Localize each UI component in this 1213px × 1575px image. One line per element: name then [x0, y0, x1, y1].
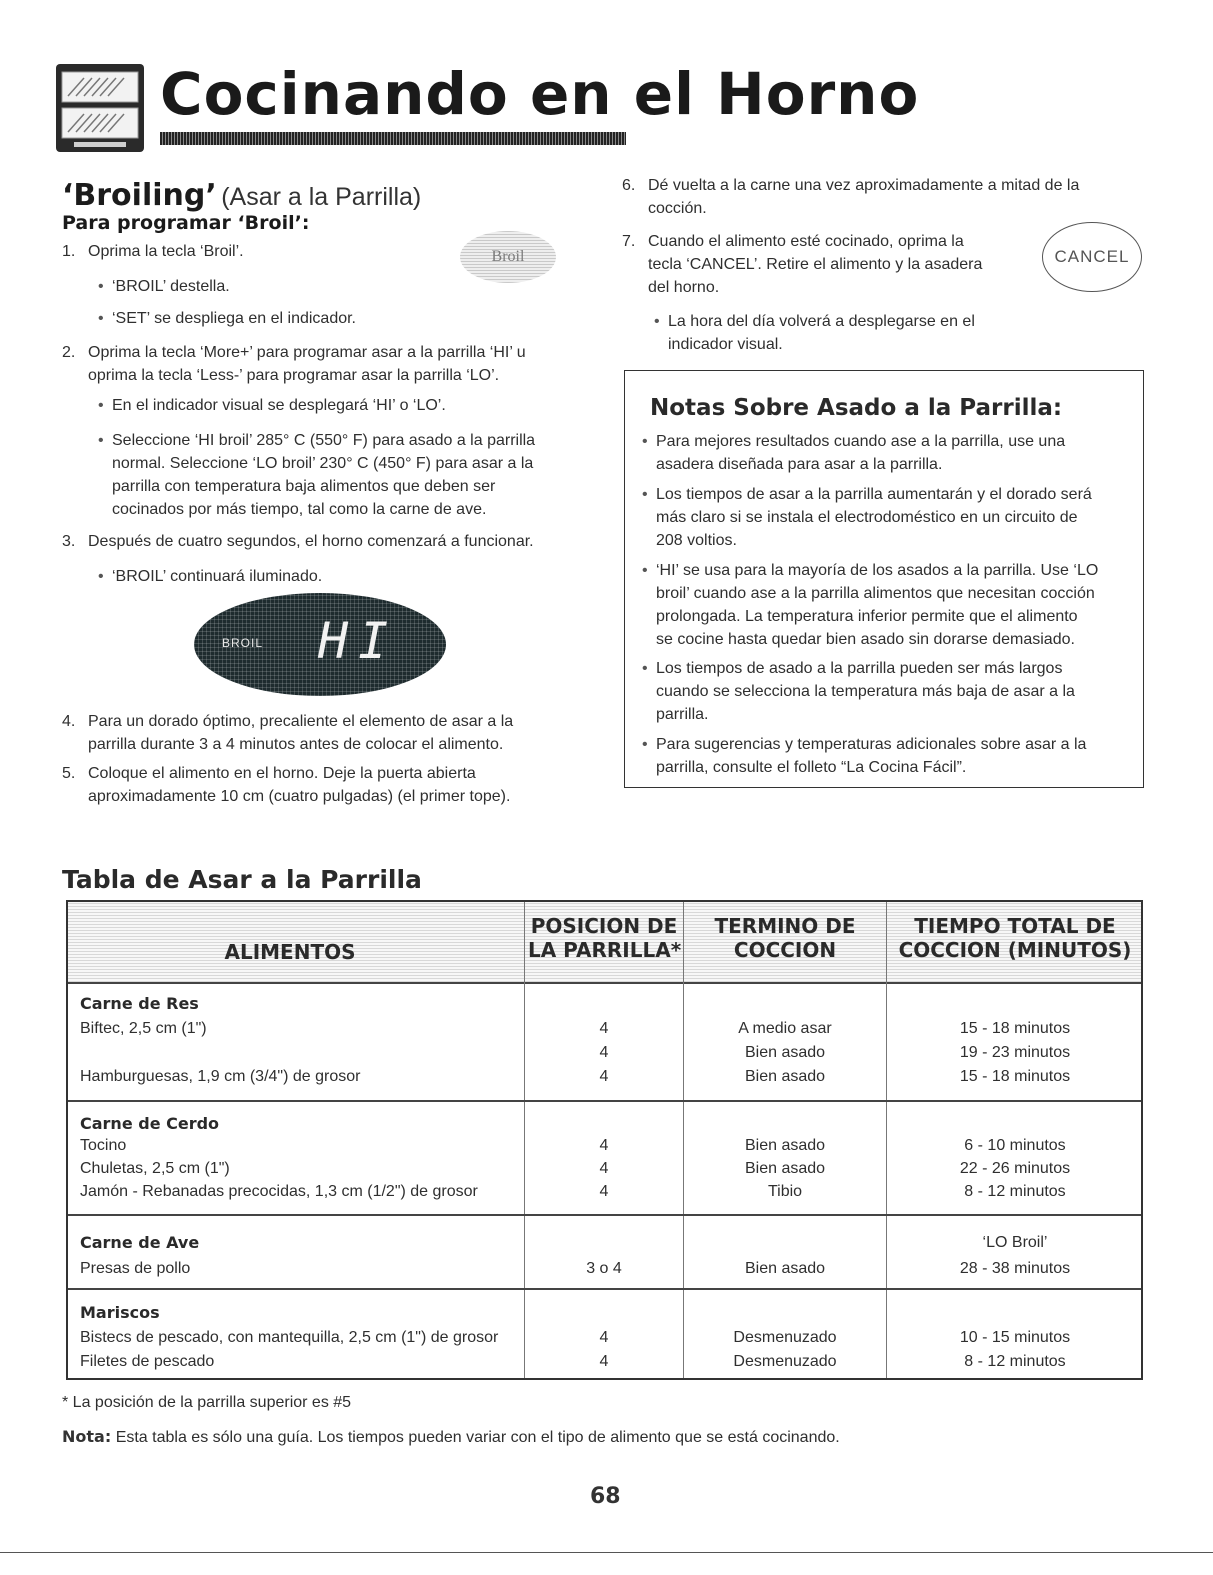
cell-food: Tocino: [80, 1137, 127, 1154]
note-line: se cocine hasta quedar bien asado sin dorarse demasiado.: [656, 631, 1075, 648]
cell-food: Jamón - Rebanadas precocidas, 1,3 cm (1/2") de grosor: [80, 1183, 478, 1200]
note-text: Esta tabla es sólo una guía. Los tiempos pueden variar con el tipo de alimento que se está cocinando.: [115, 1429, 840, 1446]
cell-time: 8 - 12 minutos: [964, 1183, 1066, 1200]
step-6: [622, 174, 1079, 220]
page-bottom-rule: [0, 1552, 1213, 1553]
table-note: [62, 1425, 840, 1449]
step-number: 5.: [62, 765, 76, 782]
step-7: [622, 230, 982, 299]
step-4: [62, 710, 513, 756]
step-text: Cuando el alimento esté cocinado, oprima la: [648, 233, 964, 250]
group-divider: [68, 1288, 1141, 1290]
bullet-item: • ‘BROIL’ continuará iluminado.: [112, 565, 322, 588]
header-line: LA PARRILLA*: [528, 938, 682, 962]
bullet-line: cocinados por más tiempo, tal como la carne de ave.: [112, 501, 487, 518]
step-number: 2.: [62, 344, 76, 361]
group-title: Carne de Res: [80, 994, 199, 1013]
page-title: Cocinando en el Horno: [160, 60, 920, 128]
cell-position: 4: [599, 1020, 609, 1037]
cell-position: 3 o 4: [586, 1260, 622, 1277]
note-item: [656, 430, 1065, 476]
note-line: parrilla, consulte el folleto “La Cocina Fácil”.: [656, 759, 967, 776]
header-line: TERMINO DE: [714, 914, 856, 938]
step-number: 1.: [62, 243, 76, 260]
step-text: del horno.: [648, 279, 720, 296]
cell-time: 22 - 26 minutos: [959, 1160, 1071, 1177]
note-line: asadera diseñada para asar a la parrilla.: [656, 456, 943, 473]
step-number: 4.: [62, 713, 76, 730]
cell-doneness: Desmenuzado: [733, 1329, 837, 1346]
bullet-item: [668, 310, 975, 356]
note-line: • Los tiempos de asado a la parrilla pueden ser más largos: [656, 660, 1063, 677]
cell-position: 4: [599, 1044, 609, 1061]
bullet-line: • La hora del día volverá a desplegarse en el: [668, 313, 975, 330]
note-line: broil’ cuando ase a la parrilla alimentos que necesitan cocción: [656, 585, 1095, 602]
column-header-food: ALIMENTOS: [224, 940, 356, 964]
cell-doneness: Bien asado: [744, 1160, 826, 1177]
cell-position: 4: [599, 1068, 609, 1085]
step-number: 7.: [622, 233, 636, 250]
bullet-item: [112, 429, 535, 521]
step-text: parrilla durante 3 a 4 minutos antes de colocar el alimento.: [88, 736, 504, 753]
cell-time: 15 - 18 minutos: [959, 1020, 1071, 1037]
table-heading: Tabla de Asar a la Parrilla: [62, 865, 422, 894]
column-divider: [886, 902, 887, 1378]
cell-position: 4: [599, 1137, 609, 1154]
cancel-key-icon: CANCEL: [1042, 222, 1142, 292]
bullet-item: • En el indicador visual se desplegará ‘HI’ o ‘LO’.: [112, 394, 446, 417]
step-5: [62, 762, 510, 808]
step-text: aproximadamente 10 cm (cuatro pulgadas) (el primer tope).: [88, 788, 511, 805]
cell-doneness: Bien asado: [744, 1044, 826, 1061]
cell-doneness: A medio asar: [738, 1020, 832, 1037]
bullet-line: normal. Seleccione ‘LO broil’ 230° C (450° F) para asar a la: [112, 455, 534, 472]
oven-icon: [54, 62, 146, 154]
bullet-line: • Seleccione ‘HI broil’ 285° C (550° F) para asado a la parrilla: [112, 432, 536, 449]
step-2: [62, 341, 526, 387]
note-line: cuando se selecciona la temperatura más baja de asar a la: [656, 683, 1075, 700]
column-header-doneness: [688, 914, 882, 962]
broil-heading-main: ‘Broiling’: [62, 178, 217, 213]
bullet-line: parrilla con temperatura baja alimentos que deben ser: [112, 478, 496, 495]
column-header-time: [890, 914, 1140, 962]
header-line: TIEMPO TOTAL DE: [914, 914, 1116, 938]
note-item: [656, 657, 1075, 726]
step-number: 6.: [622, 177, 636, 194]
display-broil-label: BROIL: [222, 636, 264, 650]
note-item: [656, 559, 1098, 651]
column-header-position: [528, 914, 680, 962]
header-line: COCCION (MINUTOS): [898, 938, 1132, 962]
program-broil-heading: Para programar ‘Broil’:: [62, 212, 310, 234]
step-text: Dé vuelta a la carne una vez aproximadamente a mitad de la: [648, 177, 1080, 194]
note-item: [656, 483, 1092, 552]
cell-time: 10 - 15 minutos: [959, 1329, 1071, 1346]
broil-key-icon: Broil: [460, 231, 556, 283]
cell-food: Biftec, 2,5 cm (1"): [80, 1020, 207, 1037]
cell-food: Bistecs de pescado, con mantequilla, 2,5 cm (1") de grosor: [80, 1329, 499, 1346]
broil-heading-sub: (Asar a la Parrilla): [221, 183, 422, 211]
cell-time-note: ‘LO Broil’: [982, 1234, 1048, 1251]
step-text: Coloque el alimento en el horno. Deje la puerta abierta: [88, 765, 476, 782]
step-text: Para un dorado óptimo, precaliente el elemento de asar a la: [88, 713, 514, 730]
cell-food: Presas de pollo: [80, 1260, 191, 1277]
cell-food: Filetes de pescado: [80, 1353, 215, 1370]
cell-doneness: Desmenuzado: [733, 1353, 837, 1370]
cell-position: 4: [599, 1329, 609, 1346]
cell-time: 28 - 38 minutos: [959, 1260, 1071, 1277]
cell-doneness: Bien asado: [744, 1068, 826, 1085]
page-number: 68: [590, 1484, 621, 1509]
note-label: Nota:: [62, 1427, 112, 1446]
cell-time: 15 - 18 minutos: [959, 1068, 1071, 1085]
note-line: • Para mejores resultados cuando ase a la parrilla, use una: [656, 433, 1066, 450]
note-line: más claro si se instala el electrodoméstico en un circuito de: [656, 509, 1078, 526]
note-line: • Los tiempos de asar a la parrilla aumentarán y el dorado será: [656, 486, 1092, 503]
title-underline: [160, 132, 626, 145]
cell-time: 8 - 12 minutos: [964, 1353, 1066, 1370]
note-line: prolongada. La temperatura inferior permite que el alimento: [656, 608, 1078, 625]
group-title: Carne de Cerdo: [80, 1114, 220, 1133]
header-line: COCCION: [733, 938, 837, 962]
cell-position: 4: [599, 1183, 609, 1200]
note-line: 208 voltios.: [656, 532, 737, 549]
step-text: Oprima la tecla ‘More+’ para programar asar a la parrilla ‘HI’ u: [88, 344, 526, 361]
bullet-line: indicador visual.: [668, 336, 783, 353]
step-text: tecla ‘CANCEL’. Retire el alimento y la asadera: [648, 256, 983, 273]
bullet-item: • ‘BROIL’ destella.: [112, 275, 230, 298]
group-divider: [68, 1100, 1141, 1102]
step-text: cocción.: [648, 200, 707, 217]
bullet-item: • ‘SET’ se despliega en el indicador.: [112, 307, 356, 330]
step-3: [62, 530, 534, 553]
step-text: oprima la tecla ‘Less-’ para programar asar la parrilla ‘LO’.: [88, 367, 500, 384]
note-line: • Para sugerencias y temperaturas adicionales sobre asar a la: [656, 736, 1087, 753]
header-line: POSICION DE: [530, 914, 678, 938]
cell-doneness: Bien asado: [744, 1260, 826, 1277]
cell-doneness: Bien asado: [744, 1137, 826, 1154]
cell-food: Hamburguesas, 1,9 cm (3/4") de grosor: [80, 1068, 361, 1085]
broil-heading: [62, 178, 421, 213]
group-title: Mariscos: [80, 1303, 160, 1322]
group-divider: [68, 1214, 1141, 1216]
note-line: parrilla.: [656, 706, 709, 723]
step-number: 3.: [62, 533, 76, 550]
column-divider: [524, 902, 525, 1378]
note-item: [656, 733, 1086, 779]
notes-title: Notas Sobre Asado a la Parrilla:: [650, 395, 1063, 421]
cell-food: Chuletas, 2,5 cm (1"): [80, 1160, 230, 1177]
cell-time: 6 - 10 minutos: [964, 1137, 1066, 1154]
column-divider: [683, 902, 684, 1378]
note-line: • ‘HI’ se usa para la mayoría de los asados a la parrilla. Use ‘LO: [656, 562, 1099, 579]
cell-position: 4: [599, 1160, 609, 1177]
cell-doneness: Tibio: [767, 1183, 803, 1200]
display-hi-readout: HI: [318, 612, 399, 670]
table-footnote: * La posición de la parrilla superior es #5: [62, 1394, 352, 1411]
step-text: Después de cuatro segundos, el horno comenzará a funcionar.: [88, 533, 534, 550]
step-text: Oprima la tecla ‘Broil’.: [88, 243, 244, 260]
group-title: Carne de Ave: [80, 1233, 200, 1252]
cell-position: 4: [599, 1353, 609, 1370]
cell-time: 19 - 23 minutos: [959, 1044, 1071, 1061]
step-1: [62, 240, 244, 263]
